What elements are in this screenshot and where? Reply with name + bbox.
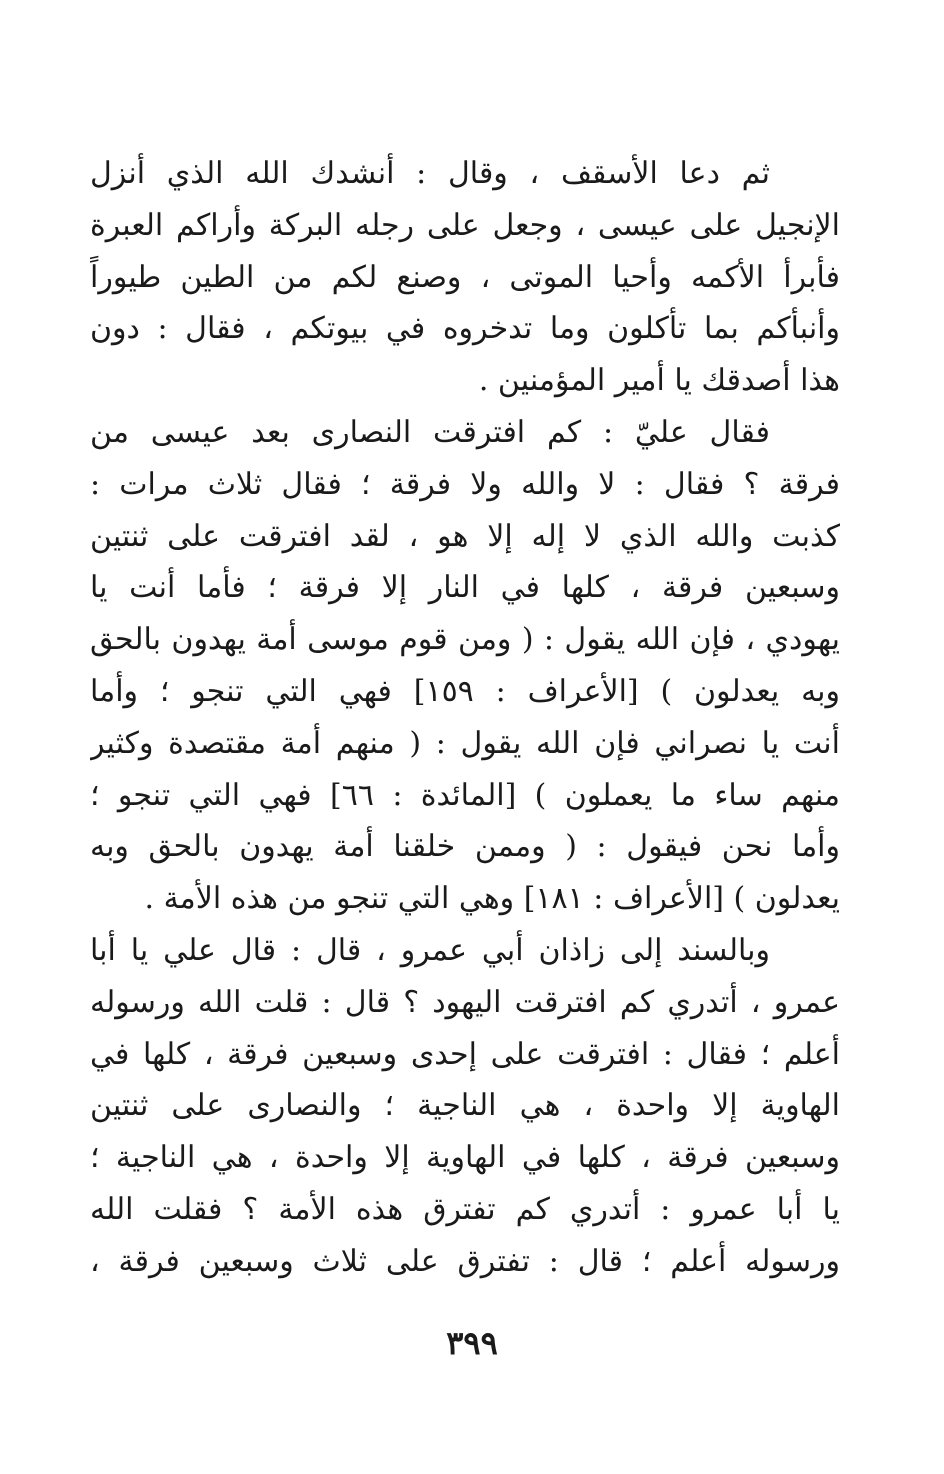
text-line: الإنجيل على عيسى ، وجعل على رجله البركة وأراكم العبرة [90, 207, 840, 243]
text-line: فقال عليّ : كم افترقت النصارى بعد عيسى من [90, 415, 770, 450]
text-line: عمرو ، أتدري كم افترقت اليهود ؟ قال : قلت الله ورسوله [90, 984, 840, 1020]
text-line: وسبعين فرقة ، كلها في الهاوية إلا واحدة ، هي الناجية ؛ [90, 1140, 840, 1176]
text-line: وأما نحن فيقول : ( وممن خلقنا أمة يهدون بالحق وبه [90, 829, 840, 865]
text-line: كذبت والله الذي لا إله إلا هو ، لقد افترقت على ثنتين [90, 518, 840, 554]
paragraph-1 [90, 148, 840, 407]
paragraph-2 [90, 407, 840, 925]
text-line: يعدلون ) [الأعراف : ١٨١] وهي التي تنجو من هذه الأمة . [144, 881, 840, 917]
text-line: فأبرأ الأكمه وأحيا الموتى ، وصنع لكم من الطين طيوراً [90, 259, 840, 295]
text-line: فرقة ؟ فقال : لا والله ولا فرقة ؛ فقال ثلاث مرات : [90, 466, 840, 502]
page-number: ٣٩٩ [446, 1324, 498, 1362]
text-line: أنت يا نصراني فإن الله يقول : ( منهم أمة مقتصدة وكثير [90, 725, 840, 761]
text-line: وبه يعدلون ) [الأعراف : ١٥٩] فهي التي تنجو ؛ وأما [90, 673, 840, 709]
text-line: يهودي ، فإن الله يقول : ( ومن قوم موسى أمة يهدون بالحق [90, 622, 840, 658]
text-line: وأنبأكم بما تأكلون وما تدخروه في بيوتكم ، فقال : دون [90, 311, 840, 347]
text-line: ثم دعا الأسقف ، وقال : أنشدك الله الذي أنزل [90, 156, 770, 191]
text-line: هذا أصدقك يا أمير المؤمنين . [478, 363, 840, 399]
paragraph-3 [90, 925, 840, 1288]
text-line: وسبعين فرقة ، كلها في النار إلا فرقة ؛ فأما أنت يا [90, 570, 840, 606]
text-line: أعلم ؛ فقال : افترقت على إحدى وسبعين فرقة ، كلها في [90, 1036, 840, 1072]
text-line: ورسوله أعلم ؛ قال : تفترق على ثلاث وسبعين فرقة ، [90, 1243, 840, 1279]
text-line: الهاوية إلا واحدة ، هي الناجية ؛ والنصارى على ثنتين [90, 1088, 840, 1124]
text-line: يا أبا عمرو : أتدري كم تفترق هذه الأمة ؟ فقلت الله [90, 1191, 840, 1227]
text-line: منهم ساء ما يعملون ) [المائدة : ٦٦] فهي التي تنجو ؛ [90, 777, 840, 813]
text-line: وبالسند إلى زاذان أبي عمرو ، قال : قال علي يا أبا [90, 933, 770, 968]
